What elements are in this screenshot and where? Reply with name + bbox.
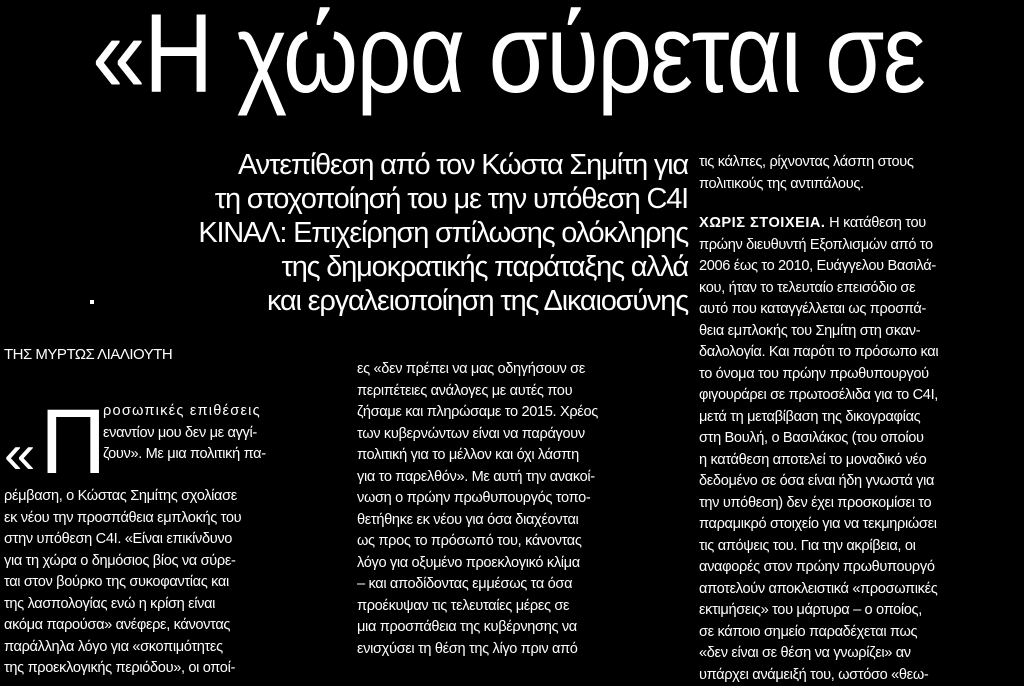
text-line: αποτελούν αποκλειστικά «προσωπικές [699,579,1021,601]
text-line: κου, ήταν το τελευταίο επεισόδιο σε [699,278,1021,300]
text-line: πρώην διευθυντή Εξοπλισμών από το [699,235,1021,257]
text-line: φιγουράρει σε πρωτοσέλιδα για το C4I, [699,385,1021,407]
text-line: παράλληλα λόγο για «σκοπιμότητες [4,637,241,659]
subheadline-line: τη στοχοποίησή του με την υπόθεση C4I [150,182,688,216]
text-line: ως προς το πρόσωπό του, κάνοντας [357,531,677,553]
text-line: ροσωπικές επιθέσεις [103,401,266,423]
text-line: λόγο για οξυμένο προεκλογικό κλίμα [357,553,677,575]
text-line: μια προσπάθεια της κυβέρνησης να [357,617,677,639]
text-line: – και αποδίδοντας εμμέσως τα όσα [357,574,677,596]
subheadline-line: Αντεπίθεση από τον Κώστα Σημίτη για [150,148,688,182]
text-line: θετήθηκε εκ νέου για όσα διαχέονται [357,510,677,532]
text-line: θεια εμπλοκής του Σημίτη στη σκαν- [699,321,1021,343]
text-line: στην υπόθεση C4I. «Είναι επικίνδυνο [4,529,241,551]
subheadline [150,148,688,318]
text-line: ενισχύσει τη θέση της λίγο πριν από [357,639,677,661]
text-line: εναντίον μου δεν με αγγί- [103,423,266,445]
text-line: περιπέτειες ανάλογες με αυτές που [357,381,677,403]
drop-cap-quote: « [4,424,35,484]
text-line: της προεκλογικής περιόδου», οι οποί- [4,658,241,680]
text-line: εκτιμήσεις» του μάρτυρα – ο οποίος, [699,600,1021,622]
subheadline-line: ΚΙΝΑΛ: Επιχείρηση σπίλωσης ολόκληρης [150,216,688,250]
column-3-body [699,152,1021,686]
text-line: σε κάποιο σημείο παραδέχεται πως [699,622,1021,644]
text-line [699,213,1021,235]
text-line: ες «δεν πρέπει να μας οδηγήσουν σε [357,359,677,381]
text-line: για το παρελθόν». Με αυτή την ανακοί- [357,467,677,489]
text-line: πολιτικούς της αντιπάλους. [699,174,1021,196]
column-2-body [357,359,677,660]
drop-cap-letter: Π [40,392,106,492]
headline: «Η χώρα σύρεται σε [92,0,918,124]
subheading-continuation: Η κατάθεση του [825,215,925,231]
text-line: εκ νέου την προσπάθεια εμπλοκής του [4,508,241,530]
text-line: της λασπολογίας ενώ η κρίση είναι [4,594,241,616]
text-line: δαλολογία. Και παρότι το πρόσωπο και [699,342,1021,364]
text-line: πολιτική για το μέλλον και όχι λάσπη [357,445,677,467]
text-line: ζήσαμε και πληρώσαμε το 2015. Χρέος [357,402,677,424]
text-line: το όνομα του πρώην πρωθυπουργού [699,364,1021,386]
text-line: για τη χώρα ο δημόσιος βίος να σύρε- [4,551,241,573]
subheadline-line: της δημοκρατικής παράταξης αλλά [150,250,688,284]
column-1-body [4,486,241,680]
text-line: ζουν». Με μια πολιτική πα- [103,444,266,466]
text-line: προέκυψαν τις τελευταίες μέρες σε [357,596,677,618]
text-line: αυτό που καταγγέλλεται ως προσπά- [699,299,1021,321]
text-line: τις απόψεις του. Για την ακρίβεια, οι [699,536,1021,558]
text-line: στη Βουλή, ο Βασιλάκος (του οποίου [699,428,1021,450]
text-line: η κατάθεση αποτελεί το μοναδικό νέο [699,450,1021,472]
text-line: ακόμα παρούσα» ανέφερε, κάνοντας [4,615,241,637]
text-line: τις κάλπες, ρίχνοντας λάσπη στους [699,152,1021,174]
section-subheading: ΧΩΡΙΣ ΣΤΟΙΧΕΙΑ. [699,215,825,231]
text-line: αναφορές στον πρώην πρωθυπουργό [699,557,1021,579]
text-line: υπάρχει ανάμειξή του, ωστόσο «θεω- [699,665,1021,686]
text-line: παραμικρό στοιχείο για να τεκμηριώσει [699,514,1021,536]
text-line: ρέμβαση, ο Κώστας Σημίτης σχολίασε [4,486,241,508]
text-line: νωση ο πρώην πρωθυπουργός τοπο- [357,488,677,510]
text-line: δεδομένο σε όσα είναι ήδη γνωστά για [699,471,1021,493]
text-line: ται στον βούρκο της συκοφαντίας και [4,572,241,594]
text-line: 2006 έως το 2010, Ευάγγελου Βασιλά- [699,256,1021,278]
subheadline-line: και εργαλειοποίηση της Δικαιοσύνης [150,284,688,318]
text-line: μετά τη μεταβίβαση της δικογραφίας [699,407,1021,429]
bullet-dot [90,300,94,304]
text-line: «δεν είναι σε θέση να γνωρίζει» αν [699,643,1021,665]
byline: ΤΗΣ ΜΥΡΤΩΣ ΛΙΑΛΙΟΥΤΗ [4,346,172,363]
text-line: την υπόθεση) δεν έχει προσκομίσει το [699,493,1021,515]
text-line: των κυβερνώντων είναι να παράγουν [357,424,677,446]
column-1-drop-lines [103,401,266,466]
